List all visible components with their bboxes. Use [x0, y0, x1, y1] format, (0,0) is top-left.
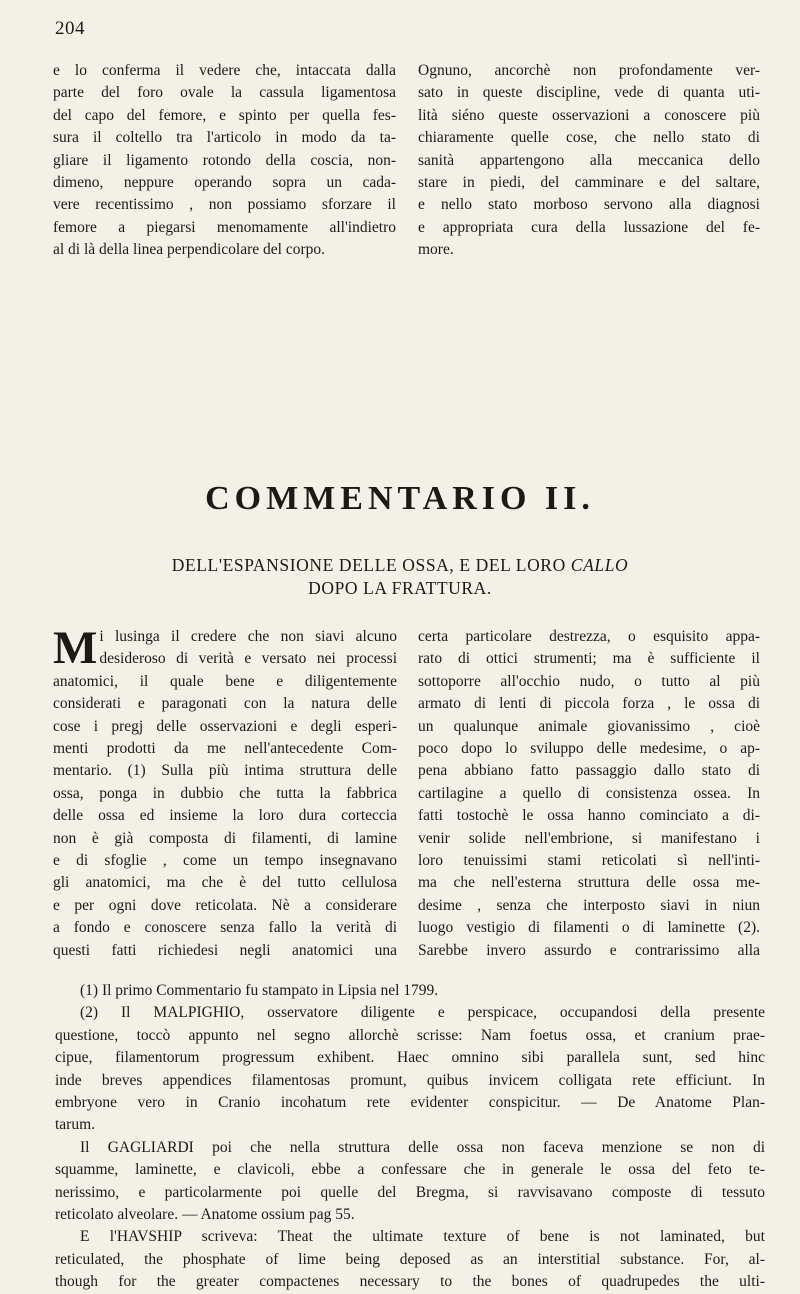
footnote-2-line: inde breves appendices filamentosas promunt, quibus invicem colligata rete efficiunt. In — [55, 1071, 765, 1089]
footnote-2-line: embryone vero in Cranio incohatum rete evidenter conspicitur. — De Anatome Plan- — [55, 1094, 765, 1112]
body-right-line: cartilagine a quello di consistenza ossea. In — [418, 784, 760, 802]
footnote-4-line: though for the greater compactenes necessary to the bones of quadrupedes the ulti- — [55, 1273, 765, 1291]
body-left-line: e per ogni dove reticolata. Nè a considerare — [53, 896, 397, 914]
top-left-line: parte del foro ovale la cassula ligamentosa — [53, 84, 396, 102]
body-right-column — [418, 626, 760, 962]
top-left-line: sura il coltello tra l'articolo in modo da ta- — [53, 129, 396, 147]
footnote-2 — [55, 1002, 765, 1136]
top-left-line: vere recentissimo , non possiamo sforzare il — [53, 196, 396, 214]
body-right-line: un qualunque animale giovanissimo , cioè — [418, 717, 760, 735]
subtitle-line-1 — [0, 555, 800, 576]
footnote-2-line: cipue, filamentorum progressum exhibent. Haec omnino sibi parallela sunt, sed hinc — [55, 1049, 765, 1067]
footnote-1: (1) Il primo Commentario fu stampato in Lipsia nel 1799. — [80, 982, 439, 999]
body-right-line: ma che nell'esterna struttura delle ossa me- — [418, 874, 760, 892]
body-right-line: fatti tostochè le ossa hanno cominciato a di- — [418, 807, 760, 825]
body-right-line: sottoporre all'occhio nudo, o tutto al più — [418, 672, 760, 690]
body-right-line: rato di ottici strumenti; ma è sufficiente il — [418, 650, 760, 668]
body-left-line: desideroso di verità e versato nei processi — [99, 650, 397, 668]
body-left-line: a fondo e conoscere senza fallo la verità di — [53, 919, 397, 937]
top-left-line: dimeno, neppure operando sopra un cada- — [53, 174, 396, 192]
top-right-line: lità siéno queste osservazioni a conoscere più — [418, 106, 760, 124]
subtitle-italic: CALLO — [570, 555, 629, 575]
footnote-4-line: E l'HAVSHIP scriveva: Theat the ultimate texture of bene is not laminated, but — [80, 1228, 765, 1246]
body-right-line: venir solide nell'embrione, si manifestano i — [418, 829, 760, 847]
body-right-line: pena abbiano fatto passaggio dallo stato di — [418, 762, 760, 780]
footnote-4-line: reticulated, the phosphate of lime being deposed as an interstitial substance. For, al- — [55, 1250, 765, 1268]
body-right-line: armato di lenti di piccola forza , le ossa di — [418, 695, 760, 713]
drop-cap: M — [53, 622, 98, 674]
footnote-3-line: reticolato alveolare. — Anatome ossium pag 55. — [55, 1206, 355, 1224]
subtitle-line-2: DOPO LA FRATTURA. — [308, 578, 492, 598]
top-right-line: stare in piedi, del camminare e del saltare, — [418, 174, 760, 192]
footnote-2-line: questione, toccò appunto nel segno allorchè scrisse: Nam foetus ossa, et cranium prae- — [55, 1026, 765, 1044]
top-right-line: sanità appartengono alla meccanica dello — [418, 151, 760, 169]
top-left-line: e lo conferma il vedere che, intaccata dalla — [53, 62, 396, 79]
subtitle-plain: DELL'ESPANSIONE DELLE OSSA, E DEL LORO — [171, 555, 571, 575]
top-right-column — [418, 60, 760, 262]
top-right-line: e nello stato morboso servono alla diagnosi — [418, 196, 760, 214]
body-left-column — [53, 622, 397, 962]
body-right-line: Sarebbe invero assurdo e contrarissimo alla — [418, 941, 760, 959]
body-left-line: considerati e paragonati con la natura delle — [53, 695, 397, 713]
body-right-line: loro tenuissimi stami reticolati sì nell'inti- — [418, 852, 760, 870]
top-left-line: del capo del femore, e spinto per quella fes- — [53, 106, 396, 124]
footnote-4 — [55, 1226, 765, 1293]
top-left-line: gliare il ligamento rotondo della coscia, non- — [53, 151, 396, 169]
footnote-2-line: tarum. — [55, 1116, 96, 1134]
body-left-line: anatomici, il quale bene e diligentemente — [53, 672, 397, 690]
body-left-line: mentario. (1) Sulla più intima struttura delle — [53, 762, 397, 780]
top-right-line: e appropriata cura della lussazione del fe- — [418, 218, 760, 236]
footnote-3-line: Il GAGLIARDI poi che nella struttura delle ossa non faceva menzione se non di — [80, 1138, 765, 1156]
top-right-line: chiaramente quelle cose, che nello stato di — [418, 129, 760, 147]
body-right-line: luogo vestigio di filamenti o di laminette (2). — [418, 919, 760, 937]
top-right-line: Ognuno, ancorchè non profondamente ver- — [418, 62, 760, 79]
top-left-column — [53, 60, 396, 262]
body-left-line: non è già composta di filamenti, di lamine — [53, 829, 397, 847]
body-left-line: ossa, ponga in dubbio che tutta la fabbrica — [53, 784, 397, 802]
body-left-line: cose i pregj delle osservazioni e degli esperi- — [53, 717, 397, 735]
body-left-line: delle ossa ed insieme la loro dura corteccia — [53, 807, 397, 825]
footnote-2-line: (2) Il MALPIGHIO, osservatore diligente e perspicace, occupandosi della presente — [80, 1004, 765, 1022]
footnote-3-line: nerissimo, e particolarmente poi quelle del Bregma, si ravvisavano composte di tessuto — [55, 1183, 765, 1201]
page-number: 204 — [55, 18, 85, 39]
body-left-line: questi fatti richiedesi negli anatomici una — [53, 941, 397, 959]
body-left-line: gli anatomici, ma che è del tutto cellulosa — [53, 874, 397, 892]
top-right-line: sato in queste discipline, vede di quanta uti- — [418, 84, 760, 102]
section-title: COMMENTARIO II. — [205, 480, 595, 517]
footnote-3 — [55, 1137, 765, 1227]
footnote-3-line: squamme, laminette, e clavicoli, ebbe a confessare che in generale le ossa del feto te- — [55, 1161, 765, 1179]
top-right-line: more. — [418, 241, 454, 259]
body-right-line: desime , senza che interposto siavi in niun — [418, 896, 760, 914]
body-left-line: menti prodotti da me nell'antecedente Com- — [53, 740, 397, 758]
footnotes — [55, 980, 765, 1294]
top-left-line: al di là della linea perpendicolare del corpo. — [53, 241, 325, 259]
body-left-line: e di sfoglie , come un tempo insegnavano — [53, 852, 397, 870]
body-right-line: certa particolare destrezza, o esquisito appa- — [418, 628, 760, 645]
top-left-line: femore a piegarsi menomamente all'indietro — [53, 218, 396, 236]
body-left-first-line: i lusinga il credere che non siavi alcuno — [99, 628, 397, 645]
body-right-line: poco dopo lo sviluppo delle medesime, o ap- — [418, 740, 760, 758]
